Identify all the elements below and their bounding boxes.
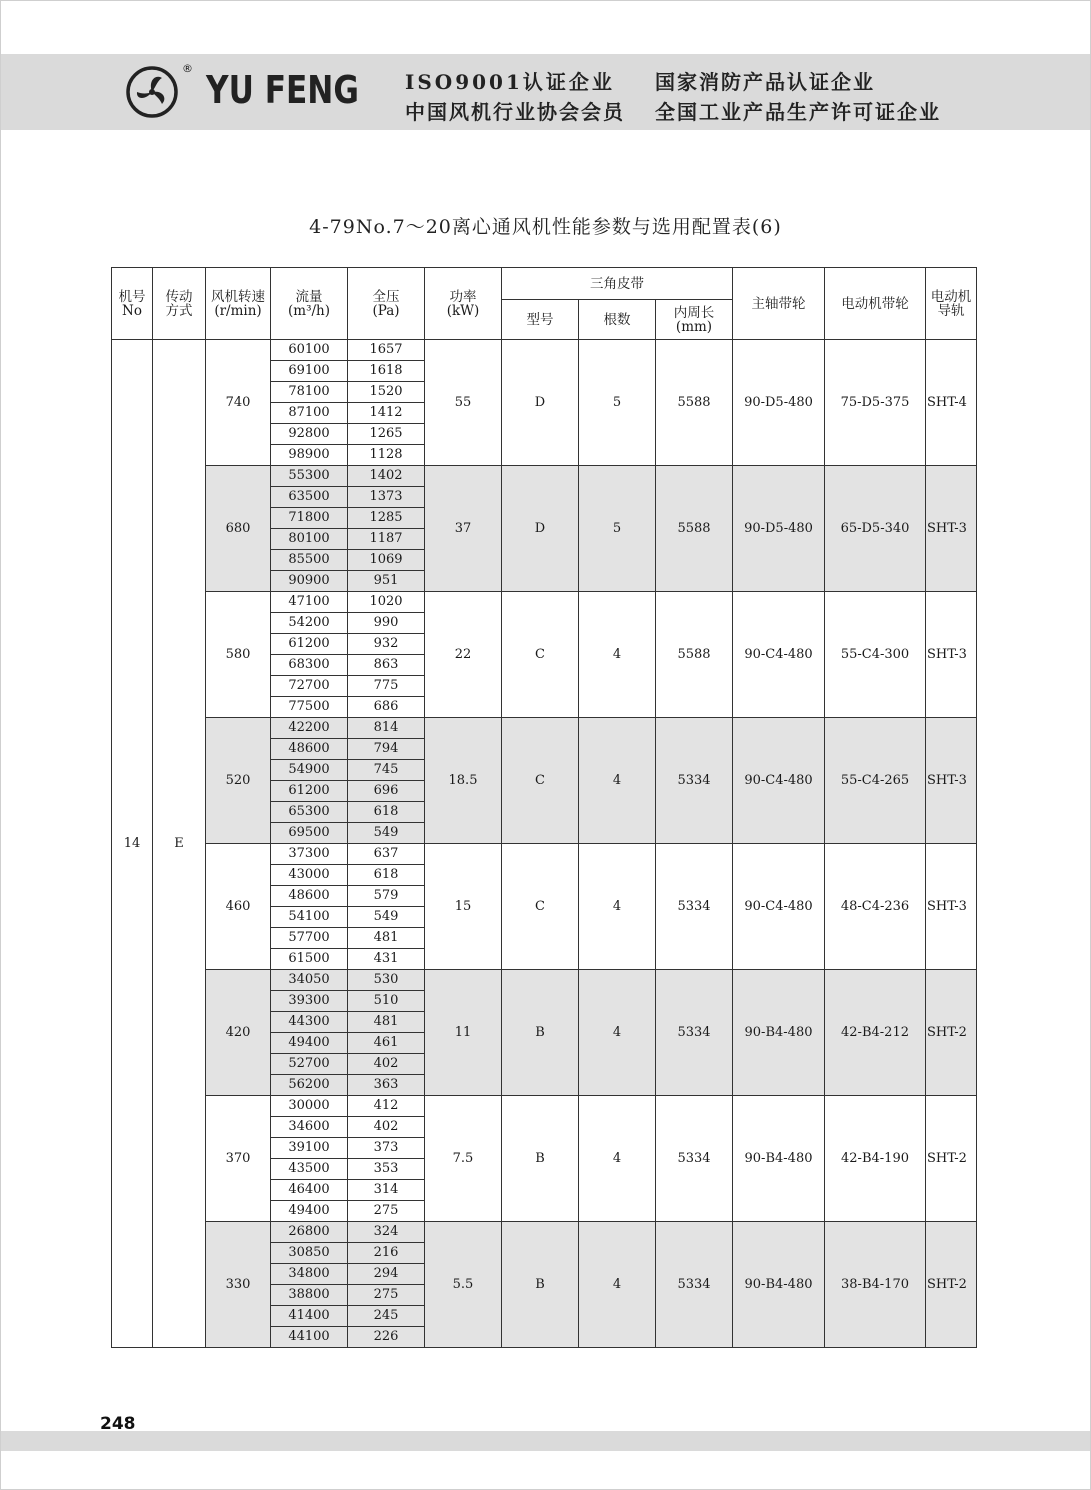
footer-band: [1, 1431, 1090, 1451]
belt-type-cell: B: [502, 970, 579, 1096]
col-header-motor-pulley: 电动机带轮: [825, 268, 926, 340]
pressure-cell: 1187: [348, 529, 425, 550]
flow-cell: 61500: [271, 949, 348, 970]
pressure-cell: 1265: [348, 424, 425, 445]
table-title: 4-79No.7～20离心通风机性能参数与选用配置表(6): [309, 216, 782, 238]
col-header-main-pulley: 主轴带轮: [733, 268, 825, 340]
pressure-cell: 1412: [348, 403, 425, 424]
motor-pulley-cell: 55-C4-300: [825, 592, 926, 718]
pressure-cell: 696: [348, 781, 425, 802]
belt-length-cell: 5588: [656, 592, 733, 718]
pressure-cell: 402: [348, 1054, 425, 1075]
flow-cell: 69100: [271, 361, 348, 382]
flow-cell: 55300: [271, 466, 348, 487]
belt-count-cell: 5: [579, 466, 656, 592]
flow-cell: 60100: [271, 340, 348, 361]
belt-type-cell: D: [502, 466, 579, 592]
flow-cell: 77500: [271, 697, 348, 718]
pressure-cell: 1657: [348, 340, 425, 361]
flow-cell: 49400: [271, 1033, 348, 1054]
flow-cell: 34600: [271, 1117, 348, 1138]
speed-cell: 580: [206, 592, 271, 718]
pressure-cell: 814: [348, 718, 425, 739]
flow-cell: 54900: [271, 760, 348, 781]
flow-cell: 80100: [271, 529, 348, 550]
main-pulley-cell: 90-D5-480: [733, 340, 825, 466]
pressure-cell: 1373: [348, 487, 425, 508]
belt-length-cell: 5334: [656, 844, 733, 970]
cert-fire: 国家消防产品认证企业: [655, 70, 875, 94]
pressure-cell: 1618: [348, 361, 425, 382]
col-header-pressure: 全压 (Pa): [348, 268, 425, 340]
flow-cell: 54200: [271, 613, 348, 634]
belt-count-cell: 4: [579, 592, 656, 718]
pressure-cell: 461: [348, 1033, 425, 1054]
machine-no-cell: 14: [112, 340, 153, 1348]
pressure-cell: 363: [348, 1075, 425, 1096]
motor-pulley-cell: 42-B4-212: [825, 970, 926, 1096]
flow-cell: 44100: [271, 1327, 348, 1348]
flow-cell: 92800: [271, 424, 348, 445]
pressure-cell: 1520: [348, 382, 425, 403]
belt-length-cell: 5334: [656, 1222, 733, 1348]
motor-pulley-cell: 42-B4-190: [825, 1096, 926, 1222]
flow-cell: 30850: [271, 1243, 348, 1264]
table-row: [112, 1096, 977, 1117]
flow-cell: 78100: [271, 382, 348, 403]
pressure-cell: 353: [348, 1159, 425, 1180]
pressure-cell: 1285: [348, 508, 425, 529]
power-cell: 5.5: [425, 1222, 502, 1348]
flow-cell: 34050: [271, 970, 348, 991]
motor-rail-cell: SHT-3: [926, 718, 977, 844]
motor-rail-cell: SHT-3: [926, 466, 977, 592]
power-cell: 22: [425, 592, 502, 718]
belt-count-cell: 4: [579, 970, 656, 1096]
flow-cell: 57700: [271, 928, 348, 949]
flow-cell: 48600: [271, 739, 348, 760]
col-header-belt-length: 内周长 (mm): [656, 300, 733, 340]
performance-table: [111, 267, 977, 1348]
col-header-belt: 三角皮带: [502, 268, 733, 300]
flow-cell: 85500: [271, 550, 348, 571]
power-cell: 7.5: [425, 1096, 502, 1222]
flow-cell: 98900: [271, 445, 348, 466]
col-header-no: 机号 No: [112, 268, 153, 340]
fan-blade-logo-icon: [126, 66, 178, 118]
pressure-cell: 481: [348, 1012, 425, 1033]
registered-mark: ®: [182, 62, 193, 75]
pressure-cell: 775: [348, 676, 425, 697]
pressure-cell: 314: [348, 1180, 425, 1201]
flow-cell: 43500: [271, 1159, 348, 1180]
pressure-cell: 510: [348, 991, 425, 1012]
pressure-cell: 402: [348, 1117, 425, 1138]
table-row: [112, 592, 977, 613]
col-header-belt-type: 型号: [502, 300, 579, 340]
belt-count-cell: 5: [579, 340, 656, 466]
motor-pulley-cell: 65-D5-340: [825, 466, 926, 592]
belt-count-cell: 4: [579, 1222, 656, 1348]
motor-pulley-cell: 75-D5-375: [825, 340, 926, 466]
pressure-cell: 579: [348, 886, 425, 907]
flow-cell: 30000: [271, 1096, 348, 1117]
motor-rail-cell: SHT-4: [926, 340, 977, 466]
pressure-cell: 275: [348, 1201, 425, 1222]
speed-cell: 680: [206, 466, 271, 592]
motor-pulley-cell: 55-C4-265: [825, 718, 926, 844]
pressure-cell: 549: [348, 907, 425, 928]
pressure-cell: 216: [348, 1243, 425, 1264]
flow-cell: 56200: [271, 1075, 348, 1096]
flow-cell: 38800: [271, 1285, 348, 1306]
col-header-flow: 流量 (m³/h): [271, 268, 348, 340]
flow-cell: 69500: [271, 823, 348, 844]
flow-cell: 90900: [271, 571, 348, 592]
flow-cell: 72700: [271, 676, 348, 697]
flow-cell: 37300: [271, 844, 348, 865]
pressure-cell: 637: [348, 844, 425, 865]
flow-cell: 43000: [271, 865, 348, 886]
flow-cell: 61200: [271, 634, 348, 655]
main-pulley-cell: 90-B4-480: [733, 1222, 825, 1348]
belt-type-cell: C: [502, 592, 579, 718]
col-header-power: 功率 (kW): [425, 268, 502, 340]
flow-cell: 49400: [271, 1201, 348, 1222]
belt-length-cell: 5588: [656, 340, 733, 466]
belt-type-cell: D: [502, 340, 579, 466]
pressure-cell: 951: [348, 571, 425, 592]
motor-rail-cell: SHT-2: [926, 1222, 977, 1348]
motor-rail-cell: SHT-2: [926, 1096, 977, 1222]
pressure-cell: 618: [348, 865, 425, 886]
speed-cell: 420: [206, 970, 271, 1096]
belt-length-cell: 5334: [656, 1096, 733, 1222]
pressure-cell: 932: [348, 634, 425, 655]
power-cell: 11: [425, 970, 502, 1096]
flow-cell: 34800: [271, 1264, 348, 1285]
pressure-cell: 745: [348, 760, 425, 781]
speed-cell: 330: [206, 1222, 271, 1348]
table-row: [112, 340, 977, 361]
pressure-cell: 1069: [348, 550, 425, 571]
motor-pulley-cell: 38-B4-170: [825, 1222, 926, 1348]
pressure-cell: 431: [348, 949, 425, 970]
main-pulley-cell: 90-D5-480: [733, 466, 825, 592]
belt-count-cell: 4: [579, 844, 656, 970]
flow-cell: 54100: [271, 907, 348, 928]
main-pulley-cell: 90-B4-480: [733, 1096, 825, 1222]
power-cell: 37: [425, 466, 502, 592]
flow-cell: 42200: [271, 718, 348, 739]
flow-cell: 47100: [271, 592, 348, 613]
pressure-cell: 294: [348, 1264, 425, 1285]
pressure-cell: 794: [348, 739, 425, 760]
pressure-cell: 1402: [348, 466, 425, 487]
belt-count-cell: 4: [579, 1096, 656, 1222]
col-header-speed: 风机转速 (r/min): [206, 268, 271, 340]
pressure-cell: 863: [348, 655, 425, 676]
drive-mode-cell: E: [153, 340, 206, 1348]
speed-cell: 370: [206, 1096, 271, 1222]
pressure-cell: 1020: [348, 592, 425, 613]
pressure-cell: 549: [348, 823, 425, 844]
col-header-rail: 电动机 导轨: [926, 268, 977, 340]
belt-length-cell: 5588: [656, 466, 733, 592]
flow-cell: 48600: [271, 886, 348, 907]
table-row: [112, 718, 977, 739]
motor-rail-cell: SHT-3: [926, 844, 977, 970]
belt-length-cell: 5334: [656, 970, 733, 1096]
pressure-cell: 373: [348, 1138, 425, 1159]
pressure-cell: 245: [348, 1306, 425, 1327]
flow-cell: 39300: [271, 991, 348, 1012]
pressure-cell: 686: [348, 697, 425, 718]
flow-cell: 41400: [271, 1306, 348, 1327]
power-cell: 18.5: [425, 718, 502, 844]
belt-type-cell: B: [502, 1222, 579, 1348]
belt-length-cell: 5334: [656, 718, 733, 844]
speed-cell: 520: [206, 718, 271, 844]
flow-cell: 61200: [271, 781, 348, 802]
col-header-drive: 传动 方式: [153, 268, 206, 340]
power-cell: 55: [425, 340, 502, 466]
motor-rail-cell: SHT-2: [926, 970, 977, 1096]
flow-cell: 52700: [271, 1054, 348, 1075]
motor-pulley-cell: 48-C4-236: [825, 844, 926, 970]
col-header-belt-count: 根数: [579, 300, 656, 340]
pressure-cell: 226: [348, 1327, 425, 1348]
motor-rail-cell: SHT-3: [926, 592, 977, 718]
flow-cell: 87100: [271, 403, 348, 424]
belt-count-cell: 4: [579, 718, 656, 844]
pressure-cell: 412: [348, 1096, 425, 1117]
pressure-cell: 275: [348, 1285, 425, 1306]
speed-cell: 740: [206, 340, 271, 466]
belt-type-cell: B: [502, 1096, 579, 1222]
pressure-cell: 618: [348, 802, 425, 823]
flow-cell: 46400: [271, 1180, 348, 1201]
flow-cell: 68300: [271, 655, 348, 676]
power-cell: 15: [425, 844, 502, 970]
brand-name: YU FENG: [206, 68, 359, 112]
main-pulley-cell: 90-C4-480: [733, 592, 825, 718]
pressure-cell: 1128: [348, 445, 425, 466]
cert-association: 中国风机行业协会会员: [405, 100, 625, 124]
main-pulley-cell: 90-B4-480: [733, 970, 825, 1096]
page-number: 248: [100, 1414, 136, 1434]
table-row: [112, 970, 977, 991]
flow-cell: 65300: [271, 802, 348, 823]
speed-cell: 460: [206, 844, 271, 970]
flow-cell: 26800: [271, 1222, 348, 1243]
belt-type-cell: C: [502, 718, 579, 844]
main-pulley-cell: 90-C4-480: [733, 844, 825, 970]
main-pulley-cell: 90-C4-480: [733, 718, 825, 844]
flow-cell: 39100: [271, 1138, 348, 1159]
pressure-cell: 530: [348, 970, 425, 991]
belt-type-cell: C: [502, 844, 579, 970]
cert-iso: ISO9001认证企业: [405, 70, 615, 94]
table-row: [112, 466, 977, 487]
cert-license: 全国工业产品生产许可证企业: [655, 100, 941, 124]
pressure-cell: 324: [348, 1222, 425, 1243]
flow-cell: 44300: [271, 1012, 348, 1033]
pressure-cell: 481: [348, 928, 425, 949]
table-row: [112, 1222, 977, 1243]
table-row: [112, 844, 977, 865]
flow-cell: 63500: [271, 487, 348, 508]
flow-cell: 71800: [271, 508, 348, 529]
pressure-cell: 990: [348, 613, 425, 634]
